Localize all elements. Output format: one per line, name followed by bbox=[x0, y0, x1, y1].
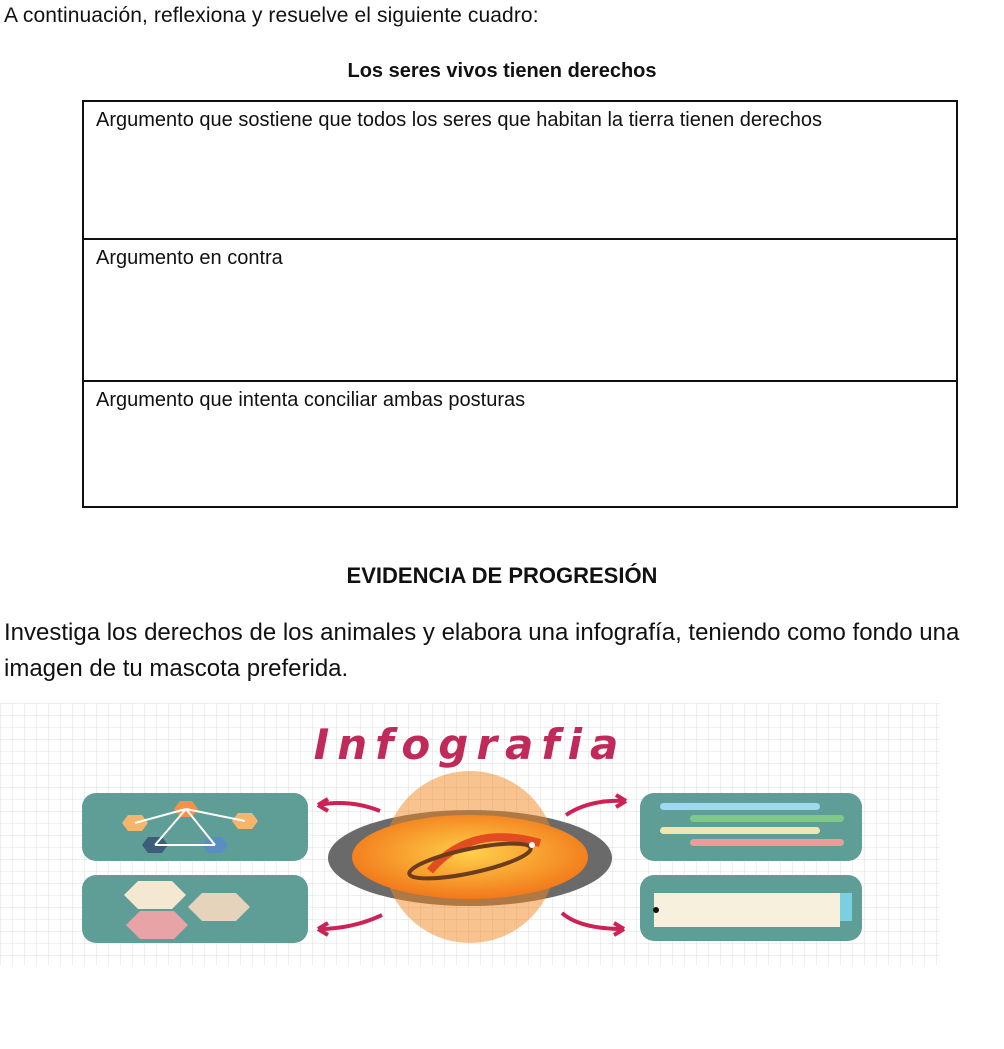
evidence-heading: EVIDENCIA DE PROGRESIÓN bbox=[346, 563, 658, 588]
network-panel bbox=[82, 793, 308, 861]
evidence-instruction: Investiga los derechos de los animales y elabora una infografía, teniendo como fondo una imagen de tu mascota preferida. bbox=[4, 619, 960, 682]
table-row-conciliatory-argument[interactable]: Argumento que intenta conciliar ambas posturas bbox=[96, 389, 526, 411]
textbox-panel bbox=[640, 875, 862, 941]
reflection-table bbox=[82, 100, 958, 508]
table-title: Los seres vivos tienen derechos bbox=[347, 60, 657, 82]
bars-panel bbox=[640, 793, 862, 861]
infographic-image bbox=[0, 703, 940, 965]
table-row-supporting-argument[interactable]: Argumento que sostiene que todos los seres que habitan la tierra tienen derechos bbox=[84, 102, 956, 240]
intro-text: A continuación, reflexiona y resuelve el siguiente cuadro: bbox=[4, 4, 539, 27]
table-row-counter-argument[interactable]: Argumento en contra bbox=[84, 240, 956, 382]
infographic-title: Infografia bbox=[313, 720, 627, 769]
tiles-panel bbox=[82, 875, 308, 943]
